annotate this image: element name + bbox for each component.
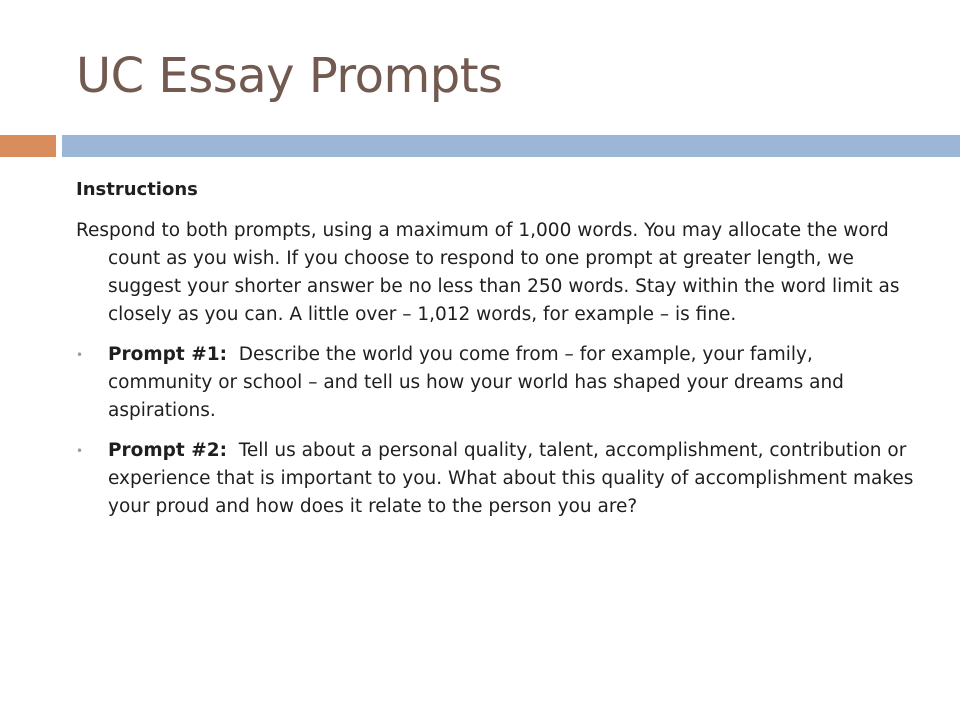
instructions-heading: Instructions <box>76 179 198 200</box>
instructions-paragraph: Respond to both prompts, using a maximum of 1,000 words. You may allocate the word count as you wish. If you choose to respond to one prompt at greater length, we suggest your shorter answer be no less than 250 words. Stay within the word limit as closely as you can. A little over – 1,012 words, for example – is fine. <box>76 220 900 325</box>
slide-title: UC Essay Prompts <box>76 48 503 104</box>
slide-content <box>76 176 922 533</box>
divider-accent-bar <box>0 135 56 157</box>
bullet-dot-icon: • <box>76 444 84 458</box>
prompt-2-text: Tell us about a personal quality, talent, accomplishment, contribution or experience that is important to you. What about this quality of accomplishment makes your proud and how does it relate to the person you are? <box>108 440 914 517</box>
prompt-1-text: Describe the world you come from – for example, your family, community or school – and tell us how your world has shaped your dreams and aspirations. <box>108 344 844 421</box>
prompt-1-item <box>76 341 922 425</box>
prompt-2-item <box>76 437 922 521</box>
prompt-2-label: Prompt #2: <box>108 440 227 461</box>
divider-bar <box>62 135 960 157</box>
prompt-1-label: Prompt #1: <box>108 344 227 365</box>
bullet-dot-icon: • <box>76 348 84 362</box>
